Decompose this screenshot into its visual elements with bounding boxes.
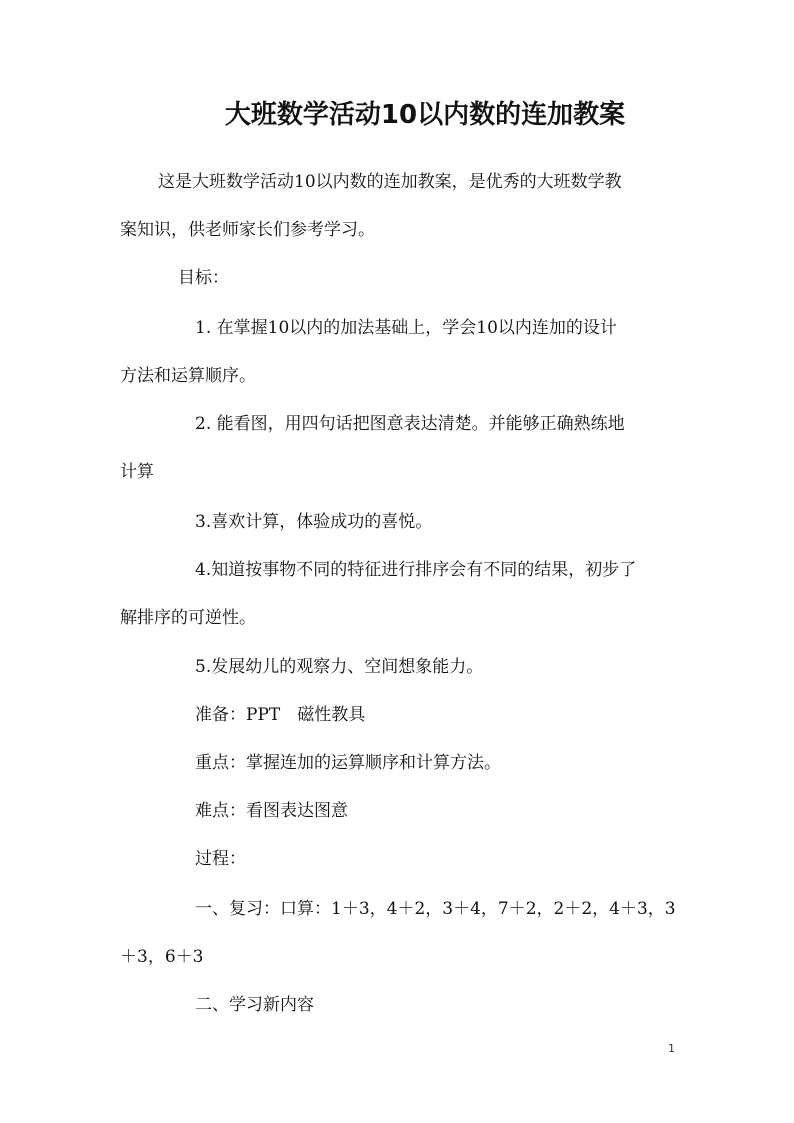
intro-line-1: 这是大班数学活动10以内数的连加教案，是优秀的大班数学教 <box>158 172 622 192</box>
process-heading: 过程： <box>195 849 246 869</box>
review-line-2: ＋3，6＋3 <box>120 947 204 967</box>
page-number: 1 <box>668 1042 675 1055</box>
objective-5: 5.发展幼儿的观察力、空间想象能力。 <box>195 657 484 677</box>
difficulty-line: 难点：看图表达图意 <box>195 801 348 821</box>
objective-2-line-2: 计算 <box>120 462 154 482</box>
objectives-heading: 目标： <box>178 268 229 288</box>
objective-2-line-1: 2. 能看图，用四句话把图意表达清楚。并能够正确熟练地 <box>195 414 625 434</box>
new-content-heading: 二、学习新内容 <box>195 995 314 1015</box>
objective-3: 3.喜欢计算，体验成功的喜悦。 <box>195 512 433 532</box>
review-line-1: 一、复习：口算：1＋3，4＋2，3＋4，7＋2，2＋2，4＋3，3 <box>195 899 676 919</box>
preparation-line: 准备：PPT 磁性教具 <box>195 705 366 725</box>
objective-4-line-2: 解排序的可逆性。 <box>120 608 256 628</box>
intro-line-2: 案知识，供老师家长们参考学习。 <box>120 220 375 240</box>
objective-1-line-1: 1. 在掌握10以内的加法基础上，学会10以内连加的设计 <box>195 318 617 338</box>
document-title: 大班数学活动10以内数的连加教案 <box>224 100 626 130</box>
objective-1-line-2: 方法和运算顺序。 <box>120 366 256 386</box>
key-point-line: 重点：掌握连加的运算顺序和计算方法。 <box>195 753 501 773</box>
objective-4-line-1: 4.知道按事物不同的特征进行排序会有不同的结果，初步了 <box>195 560 637 580</box>
